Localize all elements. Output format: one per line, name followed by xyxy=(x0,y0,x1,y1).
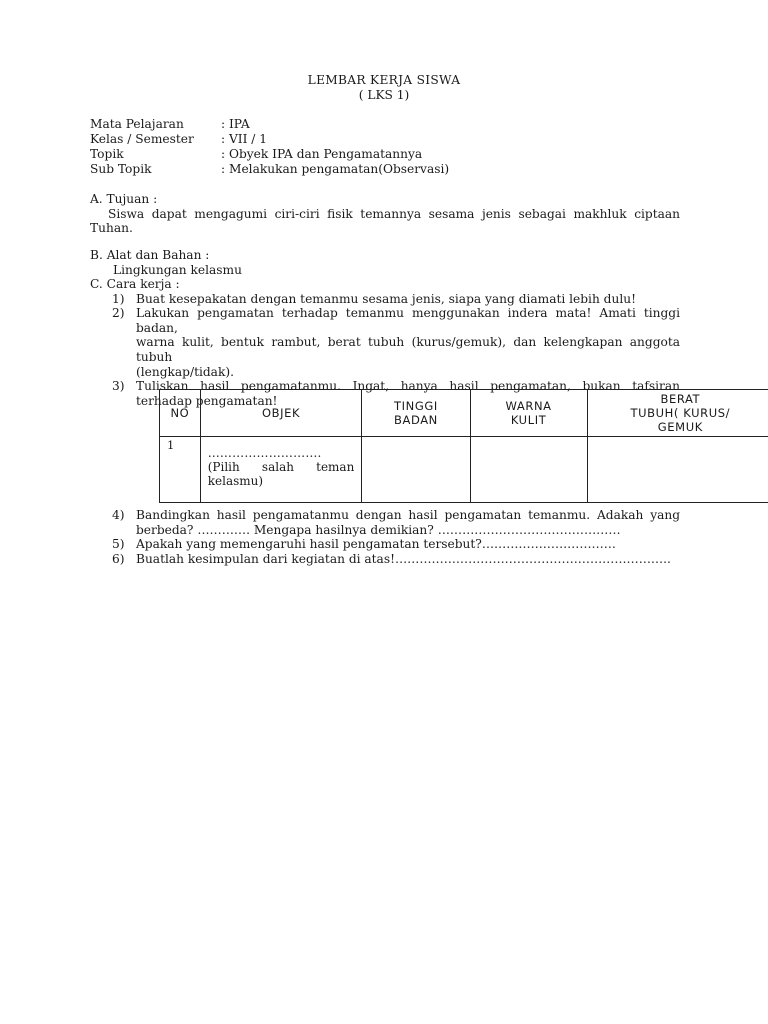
info-label: Mata Pelajaran xyxy=(90,117,184,131)
list-item xyxy=(90,537,680,552)
info-label: Kelas / Semester xyxy=(90,132,194,146)
info-row-subject xyxy=(90,117,690,132)
section-goal xyxy=(90,192,680,236)
list-text: Bandingkan hasil pengamatanmu dengan hasil pengamatan temanmu. Adakah yang xyxy=(136,508,680,522)
cell-hint: kelasmu) xyxy=(207,474,264,488)
list-number: 1) xyxy=(112,291,125,306)
list-number: 2) xyxy=(112,306,125,321)
page-title: LEMBAR KERJA SISWA xyxy=(307,73,461,87)
table-cell-no: 1 xyxy=(160,437,201,503)
table-cell-object[interactable] xyxy=(200,437,362,503)
table-header-height: TINGGI BADAN xyxy=(362,390,470,437)
table-header-no: NO xyxy=(160,390,201,437)
cell-hint: (Pilih salah teman xyxy=(207,460,355,474)
table-cell-skin[interactable] xyxy=(470,437,587,503)
info-block xyxy=(90,117,690,177)
info-label: Topik xyxy=(90,147,124,161)
info-value: : Obyek IPA dan Pengamatannya xyxy=(221,147,423,161)
table-header-weight: BERAT TUBUH( KURUS/ GEMUK xyxy=(587,390,768,437)
fill-in-blank: ………………………. xyxy=(207,446,322,460)
list-number: 5) xyxy=(112,537,125,552)
list-item xyxy=(90,508,680,537)
section-procedure-continued xyxy=(90,508,680,566)
section-heading: B. Alat dan Bahan : xyxy=(90,248,210,262)
list-text: terhadap pengamatan! xyxy=(136,393,278,408)
list-number: 6) xyxy=(112,551,125,566)
list-text: berbeda? …………. Mengapa hasilnya demikian? ……………………………………… xyxy=(136,522,621,537)
info-value: : Melakukan pengamatan(Observasi) xyxy=(221,162,450,176)
list-text: warna kulit, bentuk rambut, berat tubuh (kurus/gemuk), dan kelengkapan anggota tubuh xyxy=(136,335,680,364)
table-header-object: OBJEK xyxy=(200,390,362,437)
info-value: : IPA xyxy=(221,117,250,131)
section-materials xyxy=(90,248,680,277)
section-heading: A. Tujuan : xyxy=(90,192,158,206)
info-row-subtopic xyxy=(90,162,690,177)
table-cell-weight[interactable] xyxy=(587,437,768,503)
list-text: Buatlah kesimpulan dari kegiatan di atas!………………………………………………………….. xyxy=(136,551,671,566)
table-row xyxy=(160,437,768,503)
section-heading: C. Cara kerja : xyxy=(90,277,180,291)
info-row-topic xyxy=(90,147,690,162)
list-item xyxy=(90,292,680,307)
list-text: Lakukan pengamatan terhadap temanmu menggunakan indera mata! Amati tinggi badan, xyxy=(136,306,680,335)
list-item xyxy=(90,306,680,379)
list-item xyxy=(90,552,680,567)
table-header-skin: WARNA KULIT xyxy=(470,390,587,437)
observation-table xyxy=(159,389,768,503)
table-header-row xyxy=(160,390,768,437)
section-text: Siswa dapat mengagumi ciri-ciri fisik temannya sesama jenis sebagai makhluk ciptaan xyxy=(108,206,680,221)
list-text: (lengkap/tidak). xyxy=(136,364,234,379)
info-row-class xyxy=(90,132,690,147)
table-cell-height[interactable] xyxy=(362,437,470,503)
list-text: Tuliskan hasil pengamatanmu. Ingat, hanya hasil pengamatan, bukan tafsiran xyxy=(136,379,680,394)
list-number: 3) xyxy=(112,379,125,394)
info-value: : VII / 1 xyxy=(221,132,268,146)
list-text: Apakah yang memengaruhi hasil pengamatan tersebut?…………………………… xyxy=(136,537,616,552)
list-text: Buat kesepakatan dengan temanmu sesama jenis, siapa yang diamati lebih dulu! xyxy=(136,291,636,306)
section-text: Tuhan. xyxy=(90,221,133,236)
list-number: 4) xyxy=(112,508,125,522)
section-text: Lingkungan kelasmu xyxy=(113,262,242,277)
page-subtitle: ( LKS 1) xyxy=(358,88,410,102)
info-label: Sub Topik xyxy=(90,162,152,176)
